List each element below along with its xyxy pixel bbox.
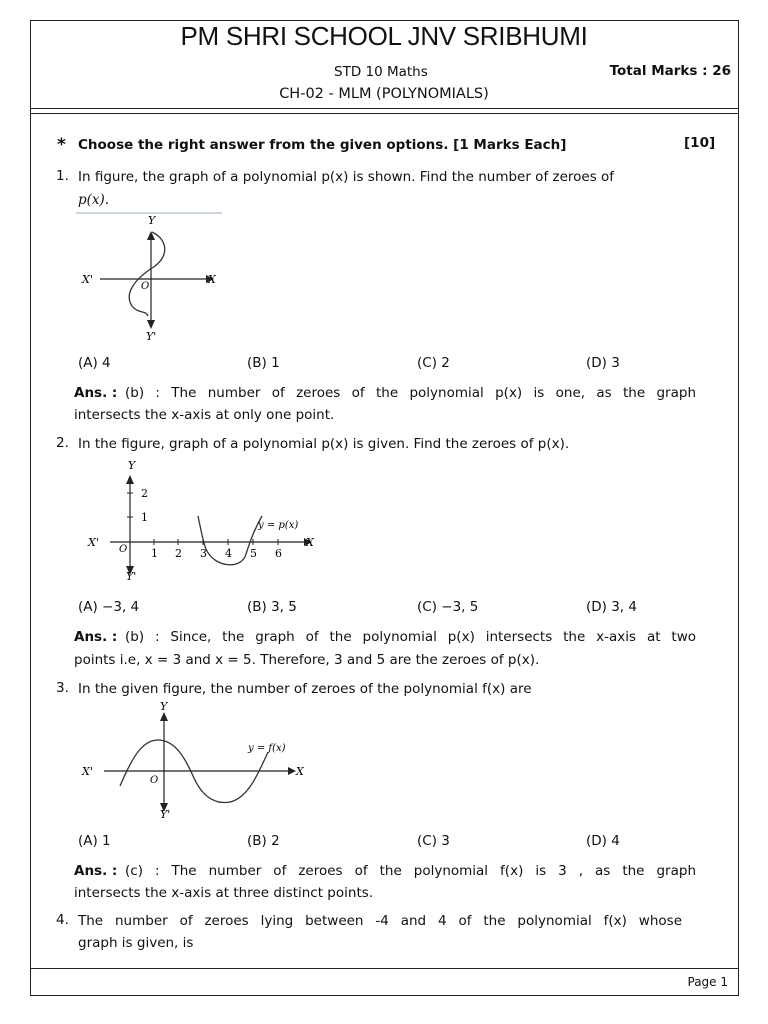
option-b: (B) 2 bbox=[247, 833, 280, 849]
y-axis-arrow bbox=[126, 475, 134, 484]
x-label: X bbox=[296, 765, 304, 778]
option-c: (C) −3, 5 bbox=[417, 599, 479, 615]
chapter-title: CH-02 - MLM (POLYNOMIALS) bbox=[279, 86, 489, 102]
total-marks: Total Marks : 26 bbox=[609, 63, 731, 79]
x-tick-label: 4 bbox=[225, 547, 232, 560]
y-prime-label: Y' bbox=[160, 808, 171, 821]
y-label: Y bbox=[160, 700, 168, 713]
school-title: PM SHRI SCHOOL JNV SRIBHUMI bbox=[180, 21, 588, 51]
origin-label: O bbox=[141, 281, 150, 292]
section-marks: [10] bbox=[684, 135, 716, 151]
question-number: 1. bbox=[56, 168, 69, 184]
answer-text: (b) : Since, the graph of the polynomial p(x) intersects the x-axis at two bbox=[125, 629, 696, 645]
x-prime-label: X' bbox=[88, 536, 99, 549]
instruction-star: * bbox=[57, 135, 66, 155]
question-number: 3. bbox=[56, 680, 69, 696]
answer-label: Ans. : bbox=[74, 863, 118, 879]
y-tick-label: 1 bbox=[141, 511, 148, 524]
option-d: (D) 3 bbox=[586, 355, 620, 371]
y-prime-label: Y' bbox=[126, 570, 137, 583]
answer-text-cont: points i.e, x = 3 and x = 5. Therefore, 3 and 5 are the zeroes of p(x). bbox=[74, 652, 540, 668]
y-tick-label: 2 bbox=[141, 487, 148, 500]
x-label: X bbox=[306, 536, 314, 549]
question-number: 2. bbox=[56, 435, 69, 451]
question-text: In the figure, graph of a polynomial p(x) is given. Find the zeroes of p(x). bbox=[78, 436, 570, 452]
x-axis-arrow bbox=[288, 767, 296, 775]
header-divider-double bbox=[30, 113, 739, 114]
answer-label: Ans. : bbox=[74, 629, 118, 645]
question-text-cont: graph is given, is bbox=[78, 935, 194, 951]
option-b: (B) 3, 5 bbox=[247, 599, 297, 615]
answer-text: (c) : The number of zeroes of the polynomial f(x) is 3 , as the graph bbox=[125, 863, 696, 879]
page-number: Page 1 bbox=[687, 975, 728, 989]
y-prime-label: Y' bbox=[146, 330, 157, 343]
figure-q1-graph bbox=[72, 210, 232, 345]
instruction-text: Choose the right answer from the given options. [1 Marks Each] bbox=[78, 137, 567, 153]
question-text-cont: p(x). bbox=[78, 192, 110, 208]
question-text: The number of zeroes lying between -4 and 4 of the polynomial f(x) whose bbox=[78, 913, 682, 929]
option-c: (C) 2 bbox=[417, 355, 450, 371]
x-tick-label: 3 bbox=[200, 547, 207, 560]
header-divider bbox=[30, 108, 739, 109]
x-tick-label: 5 bbox=[250, 547, 257, 560]
x-prime-label: X' bbox=[82, 273, 93, 286]
option-d: (D) 4 bbox=[586, 833, 620, 849]
answer-text-cont: intersects the x-axis at three distinct points. bbox=[74, 885, 374, 901]
y-axis-arrow bbox=[160, 712, 168, 721]
option-a: (A) 1 bbox=[78, 833, 111, 849]
answer-text-cont: intersects the x-axis at only one point. bbox=[74, 407, 335, 423]
std-label: STD 10 Maths bbox=[334, 64, 428, 80]
polynomial-curve bbox=[129, 232, 165, 316]
origin-label: O bbox=[119, 544, 128, 555]
answer-text: (b) : The number of zeroes of the polynomial p(x) is one, as the graph bbox=[125, 385, 696, 401]
x-label: X bbox=[208, 273, 216, 286]
x-tick-label: 6 bbox=[275, 547, 282, 560]
y-label: Y bbox=[128, 459, 136, 472]
question-number: 4. bbox=[56, 912, 69, 928]
footer-divider bbox=[30, 968, 739, 969]
option-a: (A) −3, 4 bbox=[78, 599, 140, 615]
option-d: (D) 3, 4 bbox=[586, 599, 637, 615]
figure-q2-graph bbox=[82, 456, 322, 586]
y-axis-arrow-down bbox=[147, 320, 155, 329]
x-tick-label: 1 bbox=[151, 547, 158, 560]
option-a: (A) 4 bbox=[78, 355, 111, 371]
x-tick-label: 2 bbox=[175, 547, 182, 560]
option-c: (C) 3 bbox=[417, 833, 450, 849]
x-prime-label: X' bbox=[82, 765, 93, 778]
curve-label: y = p(x) bbox=[258, 520, 299, 531]
option-b: (B) 1 bbox=[247, 355, 280, 371]
question-text: In the given figure, the number of zeroes of the polynomial f(x) are bbox=[78, 681, 532, 697]
question-text: In figure, the graph of a polynomial p(x) is shown. Find the number of zeroes of bbox=[78, 169, 615, 185]
figure-q3-graph bbox=[76, 700, 316, 825]
y-label: Y bbox=[148, 214, 156, 227]
origin-label: O bbox=[150, 775, 159, 786]
answer-label: Ans. : bbox=[74, 385, 118, 401]
curve-label: y = f(x) bbox=[248, 743, 286, 754]
